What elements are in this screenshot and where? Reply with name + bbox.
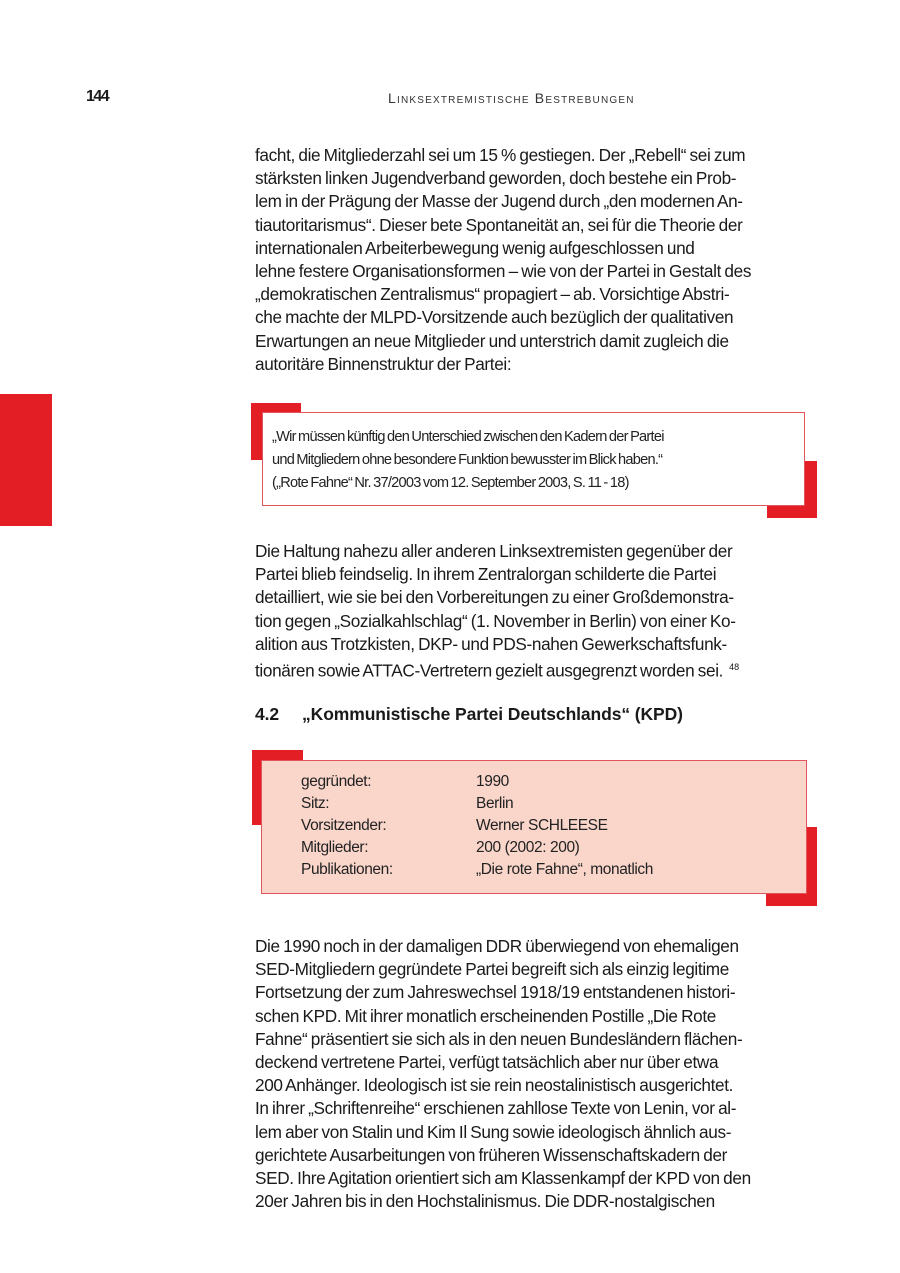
table-row bbox=[301, 771, 653, 793]
text-line: SED. Ihre Agitation orientiert sich am Klassenkampf der KPD von den bbox=[255, 1168, 751, 1189]
table-row bbox=[301, 837, 653, 859]
table-row bbox=[301, 859, 653, 881]
text-line-content: tionären sowie ATTAC-Vertretern gezielt ausgegrenzt worden sei. bbox=[255, 660, 724, 681]
fact-value: Berlin bbox=[476, 795, 514, 812]
text-line: Fortsetzung der zum Jahreswechsel 1918/19 entstandenen histori- bbox=[255, 982, 736, 1003]
text-line: Partei blieb feindselig. In ihrem Zentralorgan schilderte die Partei bbox=[255, 564, 717, 585]
text-line: deckend vertretene Partei, verfügt tatsächlich aber nur über etwa bbox=[255, 1052, 719, 1073]
text-line: SED-Mitgliedern gegründete Partei begreift sich als einzig legitime bbox=[255, 959, 729, 980]
table-row bbox=[301, 815, 653, 837]
text-line: stärksten linken Jugendverband geworden, doch bestehe ein Prob- bbox=[255, 168, 737, 189]
page-number: 144 bbox=[86, 88, 109, 105]
text-line: Die Haltung nahezu aller anderen Linksextremisten gegenüber der bbox=[255, 541, 733, 561]
party-info-box bbox=[261, 760, 807, 894]
text-line: autoritäre Binnenstruktur der Partei: bbox=[255, 353, 512, 374]
fact-value: 1990 bbox=[476, 773, 509, 790]
text-line: che machte der MLPD-Vorsitzende auch bezüglich der qualitativen bbox=[255, 307, 734, 328]
section-heading bbox=[255, 704, 683, 725]
paragraph-1 bbox=[255, 144, 820, 376]
footnote-marker[interactable]: 48 bbox=[729, 662, 740, 673]
text-line: schen KPD. Mit ihrer monatlich erscheinenden Postille „Die Rote bbox=[255, 1005, 716, 1026]
table-row bbox=[301, 793, 653, 815]
quote-line: und Mitgliedern ohne besondere Funktion bewusster im Blick haben.“ bbox=[272, 452, 663, 468]
text-line: „demokratischen Zentralismus“ propagiert – ab. Vorsichtige Abstri- bbox=[255, 284, 730, 305]
text-line: Erwartungen an neue Mitglieder und unterstrich damit zugleich die bbox=[255, 330, 729, 351]
text-line: facht, die Mitgliederzahl sei um 15 % gestiegen. Der „Rebell“ sei zum bbox=[255, 145, 746, 165]
fact-value: 200 (2002: 200) bbox=[476, 839, 580, 856]
text-line: Fahne“ präsentiert sie sich als in den neuen Bundesländern flächen- bbox=[255, 1028, 743, 1049]
paragraph-2 bbox=[255, 540, 820, 683]
text-line: gerichtete Ausarbeitungen von früheren Wissenschaftskadern der bbox=[255, 1144, 728, 1165]
running-head: Linksextremistische Bestrebungen bbox=[388, 90, 635, 106]
section-title: „Kommunistische Partei Deutschlands“ (KPD) bbox=[302, 704, 683, 724]
fact-value: Werner SCHLEESE bbox=[476, 817, 608, 834]
text-line: tiautoritarismus“. Dieser bete Spontaneität an, sei für die Theorie der bbox=[255, 214, 743, 235]
text-line: alition aus Trotzkisten, DKP- und PDS-nahen Gewerkschaftsfunk- bbox=[255, 633, 727, 654]
text-line: lehne festere Organisationsformen – wie von der Partei in Gestalt des bbox=[255, 261, 752, 282]
fact-value: „Die rote Fahne“, monatlich bbox=[476, 861, 654, 878]
quote-line: „Wir müssen künftig den Unterschied zwischen den Kadern der Partei bbox=[272, 429, 664, 445]
fact-label: Publikationen: bbox=[301, 861, 393, 878]
fact-label: Vorsitzender: bbox=[301, 817, 387, 834]
text-line: Die 1990 noch in der damaligen DDR überwiegend von ehemaligen bbox=[255, 936, 739, 956]
text-line: internationalen Arbeiterbewegung wenig aufgeschlossen und bbox=[255, 237, 695, 258]
text-line: tion gegen „Sozialkahlschlag“ (1. November in Berlin) von einer Ko- bbox=[255, 610, 736, 631]
quote-box bbox=[262, 412, 805, 506]
party-facts-table bbox=[301, 771, 653, 881]
paragraph-3 bbox=[255, 935, 820, 1213]
text-line: 200 Anhänger. Ideologisch ist sie rein neostalinistisch ausgerichtet. bbox=[255, 1075, 734, 1096]
section-number: 4.2 bbox=[255, 704, 280, 724]
text-line: 20er Jahren bis in den Hochstalinismus. Die DDR-nostalgischen bbox=[255, 1191, 715, 1212]
text-line: In ihrer „Schriftenreihe“ erschienen zahllose Texte von Lenin, vor al- bbox=[255, 1098, 737, 1119]
text-line: lem aber von Stalin und Kim Il Sung sowie ideologisch ähnlich aus- bbox=[255, 1121, 732, 1142]
fact-label: gegründet: bbox=[301, 773, 372, 790]
quote-source: („Rote Fahne“ Nr. 37/2003 vom 12. September 2003, S. 11 - 18) bbox=[272, 475, 629, 491]
text-line: lem in der Prägung der Masse der Jugend durch „den modernen An- bbox=[255, 191, 743, 212]
side-tab-marker bbox=[0, 394, 52, 526]
text-line: detailliert, wie sie bei den Vorbereitungen zu einer Großdemonstra- bbox=[255, 587, 734, 608]
fact-label: Mitglieder: bbox=[301, 839, 369, 856]
fact-label: Sitz: bbox=[301, 795, 330, 812]
text-line bbox=[255, 656, 820, 683]
